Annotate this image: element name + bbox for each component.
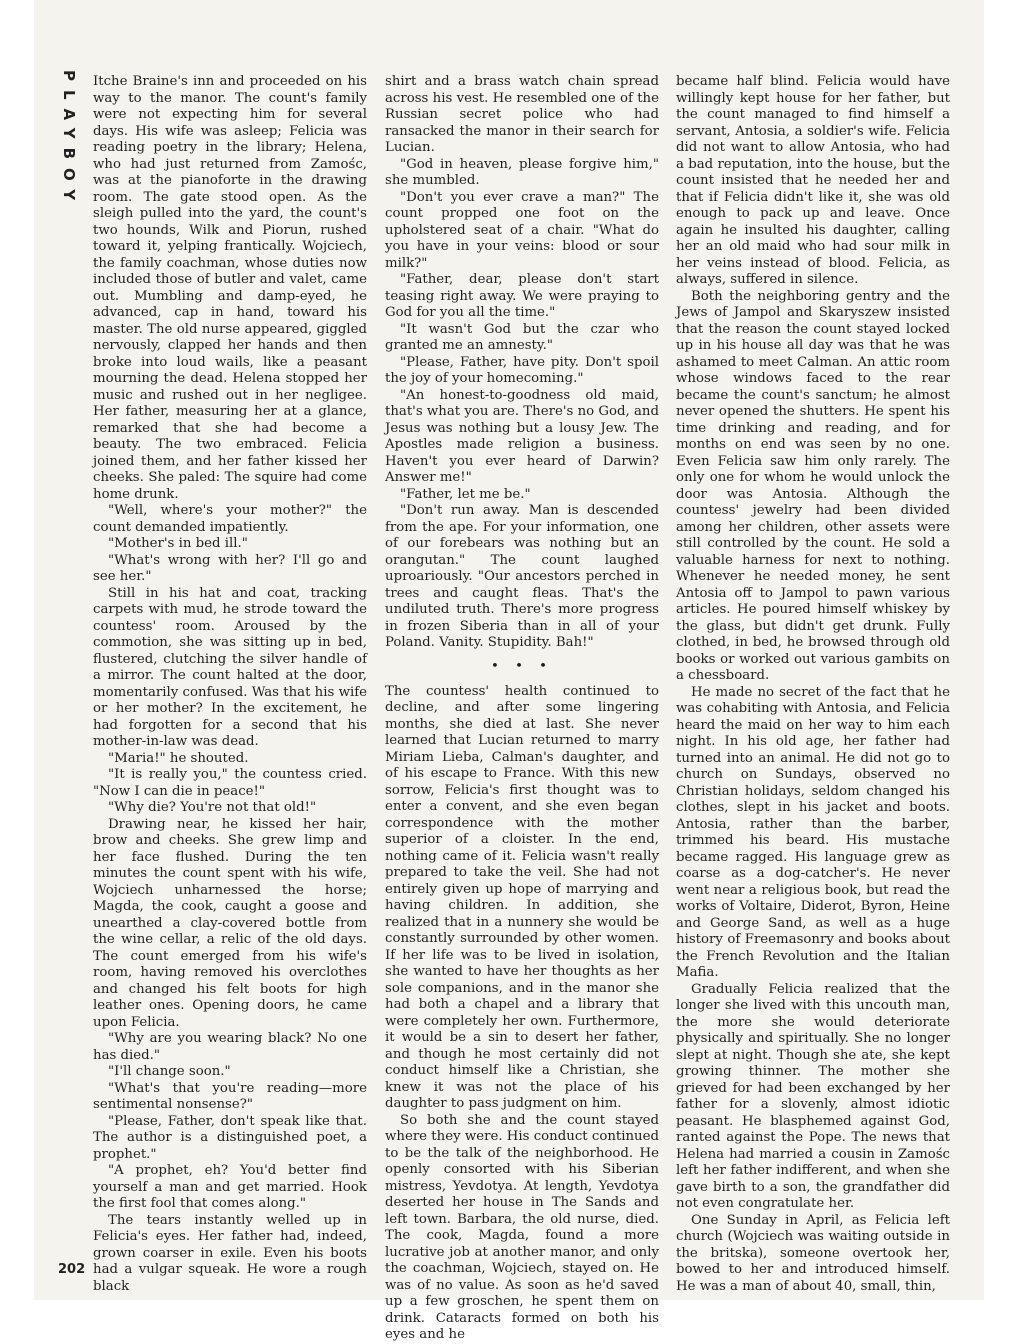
text-column-2	[385, 74, 659, 1342]
paragraph: "Why are you wearing black? No one has died."	[93, 1031, 367, 1063]
scan-margin-right	[984, 0, 1020, 1320]
paragraph: "I'll change soon."	[108, 1064, 231, 1079]
paragraph: Still in his hat and coat, tracking carpets with mud, he strode toward the countess' room. Aroused by the commotion, she was sitting up in bed, flustered, clutching the silver handle of a mirror. The count halted at the door, momentarily confused. Was that his wife or her mother? In the excitement, he had forgotten for a second that his mother-in-law was dead.	[93, 585, 367, 749]
paragraph: "An honest-to-goodness old maid, that's what you are. There's no God, and Jesus was nothing but a lousy Jew. The Apostles made religion a business. Haven't you ever heard of Darwin? Answer me!"	[385, 387, 659, 485]
paragraph: "Please, Father, don't speak like that. The author is a distinguished poet, a prophet."	[93, 1113, 367, 1162]
paragraph: "Don't run away. Man is descended from the ape. For your information, one of our forebears was nothing but an orangutan." The count laughed uproariously. "Our ancestors perched in trees and caught fleas. That's the undiluted truth. There's more progress in frozen Siberia than in all of your Poland. Vanity. Stupidity. Bah!"	[385, 503, 659, 650]
paragraph: "God in heaven, please forgive him," she mumbled.	[385, 156, 659, 188]
magazine-logo: PLAYBOY	[60, 70, 78, 210]
paragraph: "What's wrong with her? I'll go and see her."	[93, 552, 367, 584]
paragraph: "Father, dear, please don't start teasing right away. We were praying to God for you all the time."	[385, 272, 659, 320]
paragraph: Gradually Felicia realized that the longer she lived with this uncouth man, the more she would deteriorate physically and spiritually. She no longer slept at night. Though she ate, she kept growing thinner. The mother she grieved for had been exchanged by her father for a slovenly, almost idiotic peasant. He blasphemed against God, ranted against the Pope. The news that Helena had married a cousin in Zamośc left her father indifferent, and when she gave birth to a son, the grandfather did not even congratulate her.	[676, 981, 950, 1211]
paragraph: So both she and the count stayed where they were. His conduct continued to be the talk of the neighborhood. He openly consorted with his Siberian mistress, Yevdotya. At length, Yevdotya deserted her house in The Sands and left town. Barbara, the old nurse, died. The cook, Magda, found a more lucrative job at another manor, and only the coachman, Wojciech, stayed on. He was of no value. As soon as he'd saved up a few groschen, he spent them on drink. Cataracts formed on both his eyes and he	[385, 1112, 659, 1342]
paragraph: "It is really you," the countess cried. "Now I can die in peace!"	[93, 767, 367, 799]
paragraph: "Don't you ever crave a man?" The count propped one foot on the upholstered seat of a chair. "What do you have in your veins: blood or sour milk?"	[385, 189, 659, 271]
paragraph: "What's that you're reading—more sentimental nonsense?"	[93, 1080, 367, 1112]
paragraph: became half blind. Felicia would have willingly kept house for her father, but the count managed to find himself a servant, Antosia, a soldier's wife. Felicia did not want to allow Antosia, who had a bad reputation, into the house, but the count insisted that he needed her and that if Felicia didn't like it, she was old enough to pack up and leave. Once again he insulted his daughter, calling her an old maid who had sour milk in her veins instead of blood. Felicia, as always, suffered in silence.	[676, 74, 950, 287]
text-column-3	[676, 74, 950, 1294]
paragraph: "Why die? You're not that old!"	[108, 800, 317, 815]
paragraph: "Please, Father, have pity. Don't spoil the joy of your homecoming."	[385, 354, 659, 386]
paragraph: The countess' health continued to decline, and after some lingering months, she died at last. She never learned that Lucian returned to marry Miriam Lieba, Calman's daughter, and of his escape to France. With this new sorrow, Felicia's first thought was to enter a convent, and she even began correspondence with the mother superior of a cloister. In the end, nothing came of it. Felicia wasn't really prepared to take the veil. She had not entirely given up hope of marrying and having children. In addition, she realized that in a nunnery she would be constantly surrounded by other women. If her life was to be lived in isolation, she wanted to have her thoughts as her sole companions, and in the manor she had both a chapel and a library that were completely her own. Furthermore, it would be a sin to desert her father, and though he most certainly did not conduct himself like a Christian, she knew it was not the place of his daughter to pass judgment on him.	[385, 683, 659, 1111]
paragraph: "Well, where's your mother?" the count demanded impatiently.	[93, 503, 367, 535]
paragraph: One Sunday in April, as Felicia left church (Wojciech was waiting outside in the britska), someone overtook her, bowed to her and introduced himself. He was a man of about 40, small, thin,	[676, 1212, 950, 1294]
paragraph: "Father, let me be."	[400, 486, 531, 502]
paragraph: Drawing near, he kissed her hair, brow and cheeks. She grew limp and her face flushed. During the ten minutes the count spent with his wife, Wojciech unharnessed the horse; Magda, the cook, caught a goose and unearthed a clay-covered bottle from the wine cellar, a relic of the old days. The count emerged from his wife's room, having removed his overclothes and changed his felt boots for high leather ones. Opening doors, he came upon Felicia.	[93, 816, 367, 1030]
paragraph: "It wasn't God but the czar who granted me an amnesty."	[385, 321, 659, 353]
section-separator: • • •	[491, 658, 553, 674]
paragraph: "Maria!" he shouted.	[108, 750, 249, 766]
paragraph: Both the neighboring gentry and the Jews of Jampol and Skaryszew insisted that the reason the count stayed locked up in his house all day was that he was ashamed to meet Calman. An attic room whose windows faced to the rear became the count's sanctum; he almost never opened the shutters. He spent his time drinking and reading, and for months on end was seen by no one. Even Felicia saw him only rarely. The only one for whom he would unlock the door was Antosia. Although the countess' jewelry had been divided among her children, other assets were still controlled by the count. He sold a valuable harness for next to nothing. Whenever he needed money, he sent Antosia off to Jampol to pawn various articles. He poured himself whiskey by the glass, but didn't get drunk. Fully clothed, in bed, he browsed through old books or worked out various gambits on a chessboard.	[676, 288, 950, 683]
paragraph: Itche Braine's inn and proceeded on his way to the manor. The count's family were not expecting him for several days. His wife was asleep; Felicia was reading poetry in the library; Helena, who had just returned from Zamośc, was at the pianoforte in the drawing room. The gate stood open. As the sleigh pulled into the yard, the count's two hounds, Wilk and Piorun, rushed toward it, yelping frantically. Wojciech, the family coachman, whose duties now included those of butler and valet, came out. Mumbling and damp-eyed, he advanced, cap in hand, toward his master. The old nurse appeared, giggled nervously, clapped her hands and then broke into loud wails, like a peasant mourning the dead. Helena stopped her music and rushed out in her negligee. Her father, measuring her at a glance, remarked that she had become a beauty. The two embraced. Felicia joined them, and her father kissed her cheeks. She paled: The squire had come home drunk.	[93, 74, 367, 502]
text-column-1	[93, 74, 367, 1294]
paragraph: "A prophet, eh? You'd better find yourself a man and get married. Hook the first fool that comes along."	[93, 1163, 367, 1211]
paragraph: shirt and a brass watch chain spread across his vest. He resembled one of the Russian secret police who had ransacked the manor in their search for Lucian.	[385, 74, 659, 155]
page-number: 202	[58, 1262, 86, 1277]
paragraph: "Mother's in bed ill."	[108, 536, 248, 551]
paragraph: The tears instantly welled up in Felicia's eyes. Her father had, indeed, grown coarser in exile. Even his boots had a vulgar squeak. He wore a rough black	[93, 1212, 367, 1294]
paragraph: He made no secret of the fact that he was cohabiting with Antosia, and Felicia heard the maid on her way to him each night. In his old age, her father had turned into an animal. He did not go to church on Sundays, observed no Christian holidays, seldom changed his clothes, slept in his jacket and boots. Antosia, rather than the barber, trimmed his beard. His mustache became ragged. His language grew as coarse as a dog-catcher's. He never went near a religious book, but read the works of Voltaire, Diderot, Byron, Heine and George Sand, as well as a huge history of Freemasonry and books about the French Revolution and the Italian Mafia.	[676, 684, 950, 980]
